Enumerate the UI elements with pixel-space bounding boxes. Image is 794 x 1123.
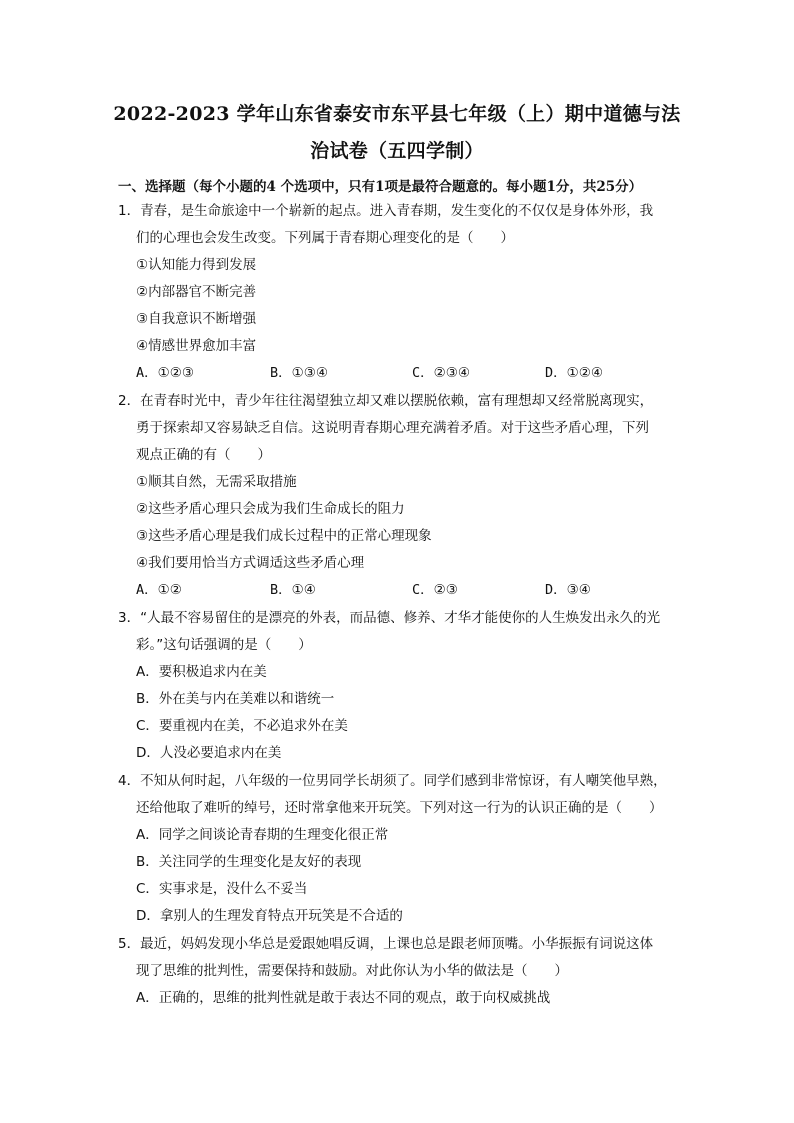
question-stem-line: 3．“人最不容易留住的是漂亮的外表，而品德、修养、才华才能使你的人生焕发出永久的光: [118, 610, 661, 626]
option-a: A．①②③: [136, 365, 194, 381]
option-b: B．外在美与内在美难以和谐统一: [136, 691, 335, 707]
section-heading: 一、选择题（每个小题的4 个选项中，只有1项是最符合题意的。每小题1分，共25分）: [118, 179, 643, 195]
option-a: A．正确的，思维的批判性就是敢于表达不同的观点，敢于向权威挑战: [136, 990, 551, 1006]
question-stem-line: 勇于探索却又容易缺乏自信。这说明青春期心理充满着矛盾。对于这些矛盾心理，下列: [136, 420, 649, 436]
question-number: 5．: [118, 936, 141, 952]
statement-item: ④我们要用恰当方式调适这些矛盾心理: [136, 555, 365, 571]
question-stem-line: 们的心理也会发生改变。下列属于青春期心理变化的是（ ）: [136, 230, 514, 246]
question-stem-line: 观点正确的有（ ）: [136, 447, 271, 463]
question-number: 4．: [118, 773, 141, 789]
question-stem-line: 4．不知从何时起，八年级的一位男同学长胡须了。同学们感到非常惊讶，有人嘲笑他早熟，: [118, 773, 667, 789]
statement-item: ③这些矛盾心理是我们成长过程中的正常心理现象: [136, 528, 432, 544]
option-a: A．①②: [136, 582, 182, 598]
question-number: 1．: [118, 203, 141, 219]
question-stem-line: 5．最近，妈妈发现小华总是爱跟她唱反调，上课也总是跟老师顶嘴。小华振振有词说这体: [118, 936, 654, 952]
question-number: 3．: [118, 610, 141, 626]
option-c: C．②③: [412, 582, 458, 598]
option-b: B．①③④: [270, 365, 328, 381]
question-stem-line: 现了思维的批判性，需要保持和鼓励。对此你认为小华的做法是（ ）: [136, 963, 568, 979]
statement-item: ②这些矛盾心理只会成为我们生命成长的阻力: [136, 501, 405, 517]
option-a: A．要积极追求内在美: [136, 664, 267, 680]
option-b: B．①④: [270, 582, 316, 598]
option-c: C．实事求是，没什么不妥当: [136, 881, 308, 897]
statement-item: ④情感世界愈加丰富: [136, 338, 257, 354]
question-number: 2．: [118, 393, 141, 409]
option-a: A．同学之间谈论青春期的生理变化很正常: [136, 827, 389, 843]
statement-item: ②内部器官不断完善: [136, 284, 257, 300]
statement-item: ①认知能力得到发展: [136, 257, 257, 273]
question-stem-line: 2．在青春时光中，青少年往往渴望独立却又难以摆脱依赖，富有理想却又经常脱离现实，: [118, 393, 654, 409]
exam-title-line-2: 治试卷（五四学制）: [310, 140, 484, 162]
option-c: C．②③④: [412, 365, 470, 381]
option-d: D．①②④: [545, 365, 603, 381]
question-stem-line: 彩。”这句话强调的是（ ）: [136, 637, 312, 653]
statement-item: ③自我意识不断增强: [136, 311, 257, 327]
option-c: C．要重视内在美，不必追求外在美: [136, 718, 348, 734]
option-d: D．人没必要追求内在美: [136, 745, 282, 761]
statement-item: ①顺其自然，无需采取措施: [136, 474, 297, 490]
option-d: D．拿别人的生理发育特点开玩笑是不合适的: [136, 908, 403, 924]
option-b: B．关注同学的生理变化是友好的表现: [136, 854, 362, 870]
question-stem-line: 还给他取了难听的绰号，还时常拿他来开玩笑。下列对这一行为的认识正确的是（ ）: [136, 800, 663, 816]
exam-title-line-1: 2022-2023 学年山东省泰安市东平县七年级（上）期中道德与法: [113, 103, 681, 125]
question-stem-line: 1．青春，是生命旅途中一个崭新的起点。进入青春期，发生变化的不仅仅是身体外形，我: [118, 203, 654, 219]
option-d: D．③④: [545, 582, 591, 598]
